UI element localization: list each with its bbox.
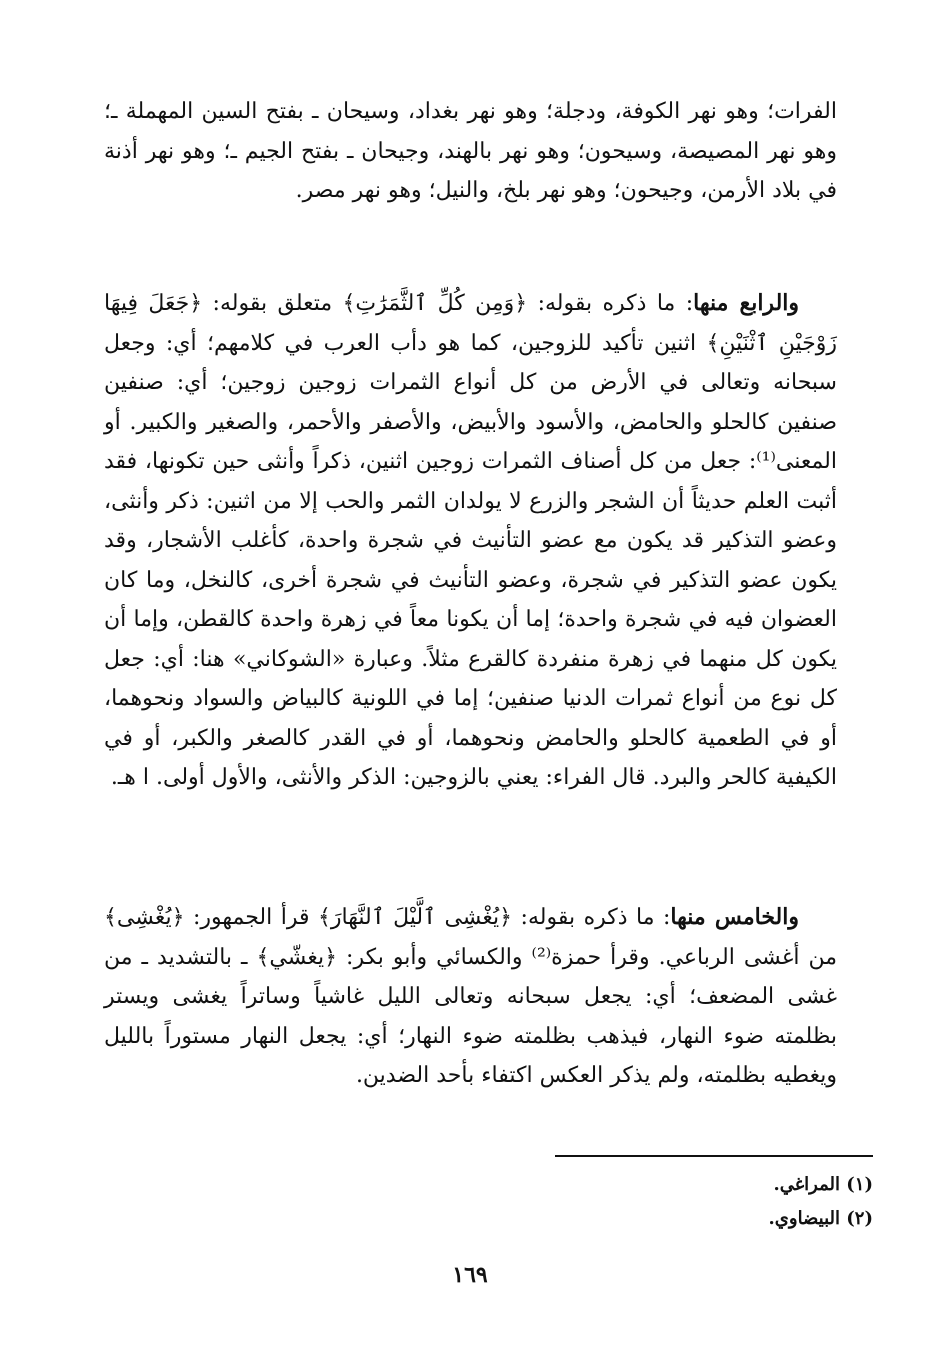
footnotes — [555, 1168, 873, 1236]
paragraph-lead: والرابع منها — [693, 290, 800, 316]
paragraph-rivers — [104, 92, 837, 211]
footnote-item: (١) المراغي. — [773, 1174, 873, 1195]
footnote-divider — [555, 1155, 873, 1157]
paragraph-fourth — [104, 284, 837, 798]
footnote-item: (٢) البيضاوي. — [768, 1208, 873, 1229]
paragraph-body: : ما ذكره بقوله: ﴿يُغْشِى ٱلَّيْلَ ٱلنَّهَارَ﴾ قرأ الجمهور: ﴿يُغْشِى﴾ من أغشى الرباعي. وقرأ حمزة⁽²⁾ والكسائي وأبو بكر: ﴿يغشّي﴾ ـ بالتشديد ـ من غشى المضعف؛ أي: يجعل سبحانه وتعالى الليل غاشياً وساتراً يغشى ويستر بظلمته ضوء النهار، فيذهب بظلمته ضوء النهار؛ أي: يجعل النهار مستوراً بالليل ويغطيه بظلمته، ولم يذكر العكس اكتفاء بأحد الضدين. — [104, 905, 837, 1088]
paragraph-text — [104, 284, 837, 798]
paragraph-body: : ما ذكره بقوله: ﴿وَمِن كُلِّ ٱلثَّمَرَٰتِ﴾ متعلق بقوله: ﴿جَعَلَ فِيهَا زَوْجَيْنِ ٱثْنَيْنِ﴾ اثنين تأكيد للزوجين، كما هو دأب العرب في كلامهم؛ أي: وجعل سبحانه وتعالى في الأرض من كل أنواع الثمرات زوجين زوجين؛ أي: صنفين صنفين كالحلو والحامض، والأسود والأبيض، والأصفر والأحمر، والصغير والكبير. أو المعنى⁽¹⁾: جعل من كل أصناف الثمرات زوجين اثنين، ذكراً وأنثى حين تكونها، فقد أثبت العلم حديثاً أن الشجر والزرع لا يولدان الثمر والحب إلا من اثنين: ذكر وأنثى، وعضو التذكير قد يكون مع عضو التأنيث في شجرة واحدة، كأغلب الأشجار، وقد يكون عضو التذكير في شجرة، وعضو التأنيث في شجرة أخرى، كالنخل، وما كان العضوان فيه في شجرة واحدة؛ إما أن يكونا معاً في زهرة واحدة كالقطن، وإما أن يكون كل منهما في زهرة منفردة كالقرع مثلاً. وعبارة «الشوكاني» هنا: أي: جعل كل نوع من أنواع ثمرات الدنيا صنفين؛ إما في اللونية كالبياض والسواد ونحوهما، أو في الطعمية كالحلو والحامض ونحوهما، أو في القدر كالصغر والكبر، أو في الكيفية كالحر والبرد. قال الفراء: يعني بالزوجين: الذكر والأنثى، والأول أولى. ا هـ. — [104, 291, 837, 790]
paragraph-lead: والخامس منها — [670, 904, 799, 930]
page-number: ١٦٩ — [452, 1262, 488, 1288]
paragraph-text: الفرات؛ وهو نهر الكوفة، ودجلة؛ وهو نهر بغداد، وسيحان ـ بفتح السين المهملة ـ؛ وهو نهر المصيصة، وسيحون؛ وهو نهر بالهند، وجيحان ـ بفتح الجيم ـ؛ وهو نهر أذنة في بلاد الأرمن، وجيحون؛ وهو نهر بلخ، والنيل؛ وهو نهر مصر. — [104, 99, 837, 203]
paragraph-fifth — [104, 898, 837, 1096]
paragraph-text — [104, 898, 837, 1096]
